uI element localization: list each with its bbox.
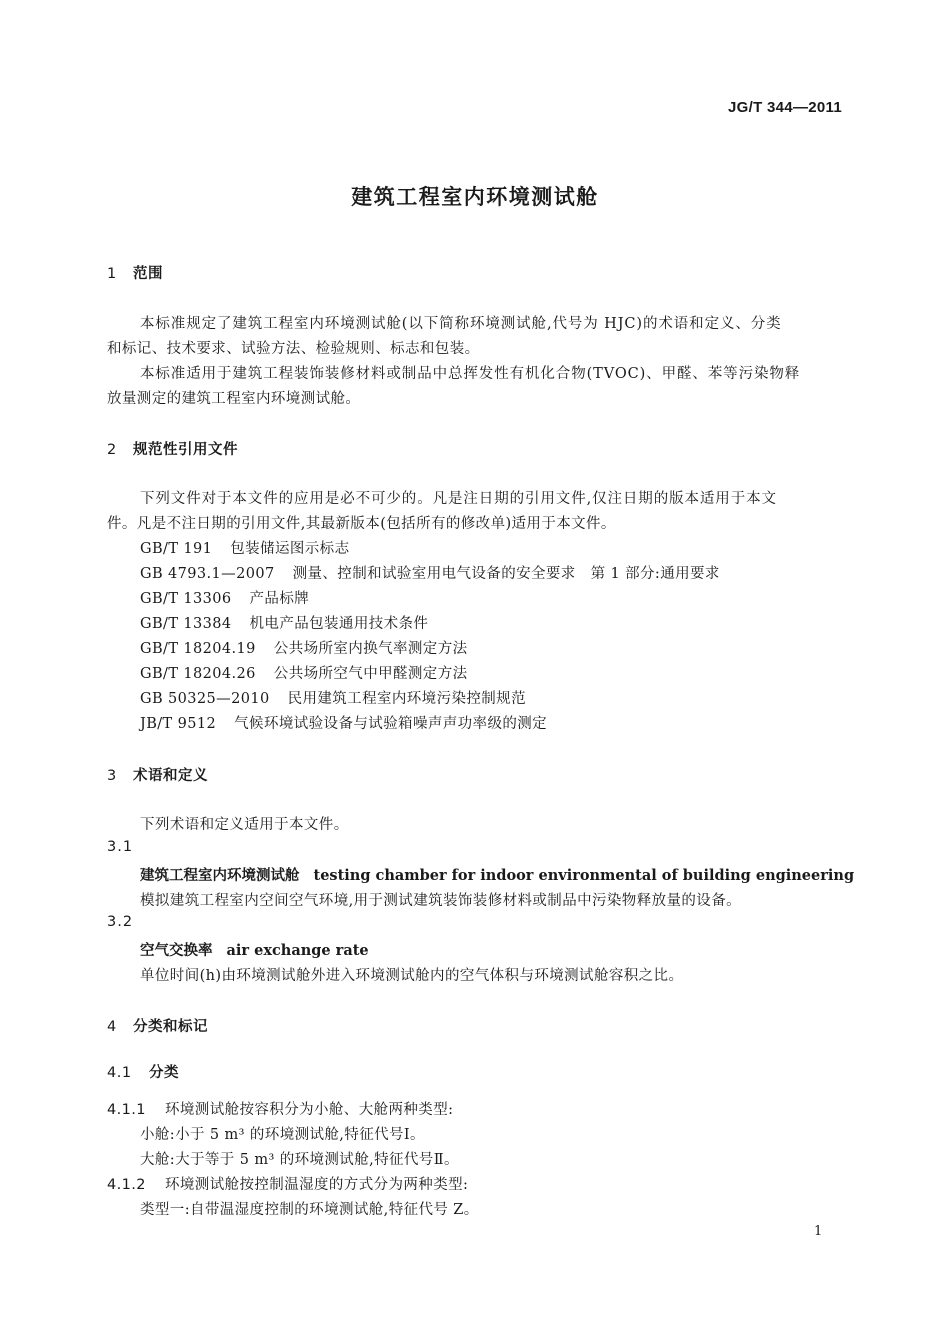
page-number: 1 <box>814 1224 823 1239</box>
paragraph-line: 件。凡是不注日期的引用文件,其最新版本(包括所有的修改单)适用于本文件。 <box>107 516 616 532</box>
reference-title: 测量、控制和试验室用电气设备的安全要求 第 1 部分:通用要求 <box>292 566 720 582</box>
list-item: 类型一:自带温湿度控制的环境测试舱,特征代号 Z。 <box>140 1202 479 1218</box>
section-number: 1 <box>107 266 117 282</box>
term-chinese: 空气交换率 <box>140 943 213 959</box>
term-number: 3.1 <box>107 839 134 855</box>
reference-item <box>140 687 526 708</box>
paragraph-line: 放量测定的建筑工程室内环境测试舱。 <box>107 391 361 407</box>
reference-item <box>140 537 349 558</box>
term-definition: 单位时间(h)由环境测试舱外进入环境测试舱内的空气体积与环境测试舱容积之比。 <box>140 968 684 984</box>
reference-item <box>140 587 309 608</box>
paragraph-line: 本标准规定了建筑工程室内环境测试舱(以下简称环境测试舱,代号为 HJC)的术语和定义、分类 <box>140 316 782 332</box>
clause-number: 4.1.1 <box>107 1102 146 1118</box>
section-1-heading <box>107 262 163 283</box>
reference-title: 机电产品包装通用技术条件 <box>249 616 429 632</box>
term-entry <box>140 864 854 885</box>
clause-4-1-2 <box>107 1173 468 1194</box>
section-2-heading <box>107 438 238 459</box>
section-title: 范围 <box>133 266 163 282</box>
clause-4-1-1 <box>107 1098 453 1119</box>
standard-code: JG/T 344—2011 <box>728 99 842 116</box>
reference-code: JB/T 9512 <box>140 716 217 732</box>
term-entry <box>140 939 369 960</box>
paragraph-line: 下列术语和定义适用于本文件。 <box>140 817 349 833</box>
reference-code: GB 50325—2010 <box>140 691 270 707</box>
list-item: 大舱:大于等于 5 m³ 的环境测试舱,特征代号Ⅱ。 <box>140 1152 459 1168</box>
section-number: 4 <box>107 1019 117 1035</box>
reference-code: GB/T 13306 <box>140 591 232 607</box>
list-item: 小舱:小于 5 m³ 的环境测试舱,特征代号Ⅰ。 <box>140 1127 425 1143</box>
reference-title: 民用建筑工程室内环境污染控制规范 <box>287 691 526 707</box>
section-title: 规范性引用文件 <box>133 442 238 458</box>
reference-code: GB 4793.1—2007 <box>140 566 275 582</box>
reference-code: GB/T 13384 <box>140 616 232 632</box>
section-3-heading <box>107 764 208 785</box>
subsection-number: 4.1 <box>107 1065 132 1081</box>
clause-number: 4.1.2 <box>107 1177 146 1193</box>
document-title: 建筑工程室内环境测试舱 <box>351 185 599 209</box>
section-title: 分类和标记 <box>133 1019 208 1035</box>
reference-code: GB/T 18204.19 <box>140 641 256 657</box>
clause-text: 环境测试舱按控制温湿度的方式分为两种类型: <box>165 1177 469 1193</box>
reference-title: 公共场所室内换气率测定方法 <box>273 641 468 657</box>
reference-title: 产品标牌 <box>249 591 310 607</box>
reference-code: GB/T 191 <box>140 541 213 557</box>
clause-text: 环境测试舱按容积分为小舱、大舱两种类型: <box>165 1102 454 1118</box>
term-english: air exchange rate <box>226 942 369 959</box>
term-english: testing chamber for indoor environmental of building engineering <box>313 867 855 884</box>
section-number: 2 <box>107 442 117 458</box>
reference-title: 气候环境试验设备与试验箱噪声声功率级的测定 <box>234 716 548 732</box>
section-4-heading <box>107 1015 208 1036</box>
subsection-4-1-heading <box>107 1061 179 1082</box>
reference-item <box>140 637 468 658</box>
paragraph-line: 本标准适用于建筑工程装饰装修材料或制品中总挥发性有机化合物(TVOC)、甲醛、苯等污染物释 <box>140 366 801 382</box>
section-number: 3 <box>107 768 117 784</box>
reference-code: GB/T 18204.26 <box>140 666 256 682</box>
reference-item <box>140 562 720 583</box>
section-title: 术语和定义 <box>133 768 208 784</box>
reference-item <box>140 662 468 683</box>
subsection-title: 分类 <box>149 1065 179 1081</box>
paragraph-line: 和标记、技术要求、试验方法、检验规则、标志和包装。 <box>107 341 480 357</box>
reference-title: 公共场所空气中甲醛测定方法 <box>273 666 468 682</box>
reference-title: 包装储运图示标志 <box>230 541 350 557</box>
paragraph-line: 下列文件对于本文件的应用是必不可少的。凡是注日期的引用文件,仅注日期的版本适用于本文 <box>140 491 777 507</box>
reference-item <box>140 712 547 733</box>
term-number: 3.2 <box>107 914 134 930</box>
term-definition: 模拟建筑工程室内空间空气环境,用于测试建筑装饰装修材料或制品中污染物释放量的设备。 <box>140 893 742 909</box>
term-chinese: 建筑工程室内环境测试舱 <box>140 868 300 884</box>
reference-item <box>140 612 428 633</box>
